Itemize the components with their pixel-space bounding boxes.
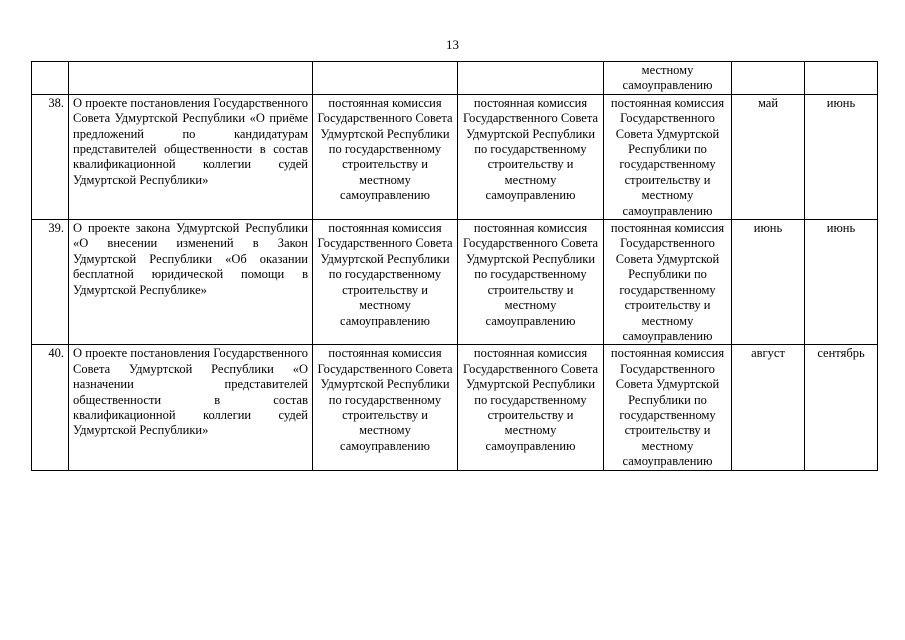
cell-submitter: местному самоуправлению <box>604 62 732 95</box>
row-number: 39. <box>32 220 69 345</box>
row-responsible: постоянная комиссия Государственного Совета Удмуртской Республики по государственному строительству и местному самоуправлению <box>313 220 458 345</box>
page-number: 13 <box>446 37 459 52</box>
table-row <box>32 345 878 470</box>
row-number: 40. <box>32 345 69 470</box>
row-title: О проекте закона Удмуртской Республики «О внесении изменений в Закон Удмуртской Республики «Об оказании бесплатной юридической помощи в Удмуртской Республике» <box>69 220 313 345</box>
row-number: 38. <box>32 94 69 219</box>
row-title: О проекте постановления Государственного Совета Удмуртской Республики «О приёме предложений по кандидатурам представителей общественности в состав квалификационной коллегии судей Удмуртской Республики» <box>69 94 313 219</box>
cell-preparer <box>458 62 604 95</box>
row-month-review: сентябрь <box>805 345 878 470</box>
row-preparer: постоянная комиссия Государственного Совета Удмуртской Республики по государственному строительству и местному самоуправлению <box>458 345 604 470</box>
cell-responsible <box>313 62 458 95</box>
cell-title <box>69 62 313 95</box>
table-row <box>32 220 878 345</box>
row-month-review: июнь <box>805 94 878 219</box>
row-preparer: постоянная комиссия Государственного Совета Удмуртской Республики по государственному строительству и местному самоуправлению <box>458 94 604 219</box>
plan-table <box>31 61 878 471</box>
cell-month-submit <box>732 62 805 95</box>
row-submitter: постоянная комиссия Государственного Совета Удмуртской Республики по государственному строительству и местному самоуправлению <box>604 220 732 345</box>
row-responsible: постоянная комиссия Государственного Совета Удмуртской Республики по государственному строительству и местному самоуправлению <box>313 94 458 219</box>
continuation-row <box>32 62 878 95</box>
row-title: О проекте постановления Государственного Совета Удмуртской Республики «О назначении представителей общественности в состав квалификационной коллегии судей Удмуртской Республики» <box>69 345 313 470</box>
row-responsible: постоянная комиссия Государственного Совета Удмуртской Республики по государственному строительству и местному самоуправлению <box>313 345 458 470</box>
row-month-submit: август <box>732 345 805 470</box>
row-month-submit: июнь <box>732 220 805 345</box>
row-month-review: июнь <box>805 220 878 345</box>
cell-month-review <box>805 62 878 95</box>
row-month-submit: май <box>732 94 805 219</box>
cell-number <box>32 62 69 95</box>
row-preparer: постоянная комиссия Государственного Совета Удмуртской Республики по государственному строительству и местному самоуправлению <box>458 220 604 345</box>
row-submitter: постоянная комиссия Государственного Совета Удмуртской Республики по государственному строительству и местному самоуправлению <box>604 345 732 470</box>
row-submitter: постоянная комиссия Государственного Совета Удмуртской Республики по государственному строительству и местному самоуправлению <box>604 94 732 219</box>
table-row <box>32 94 878 219</box>
